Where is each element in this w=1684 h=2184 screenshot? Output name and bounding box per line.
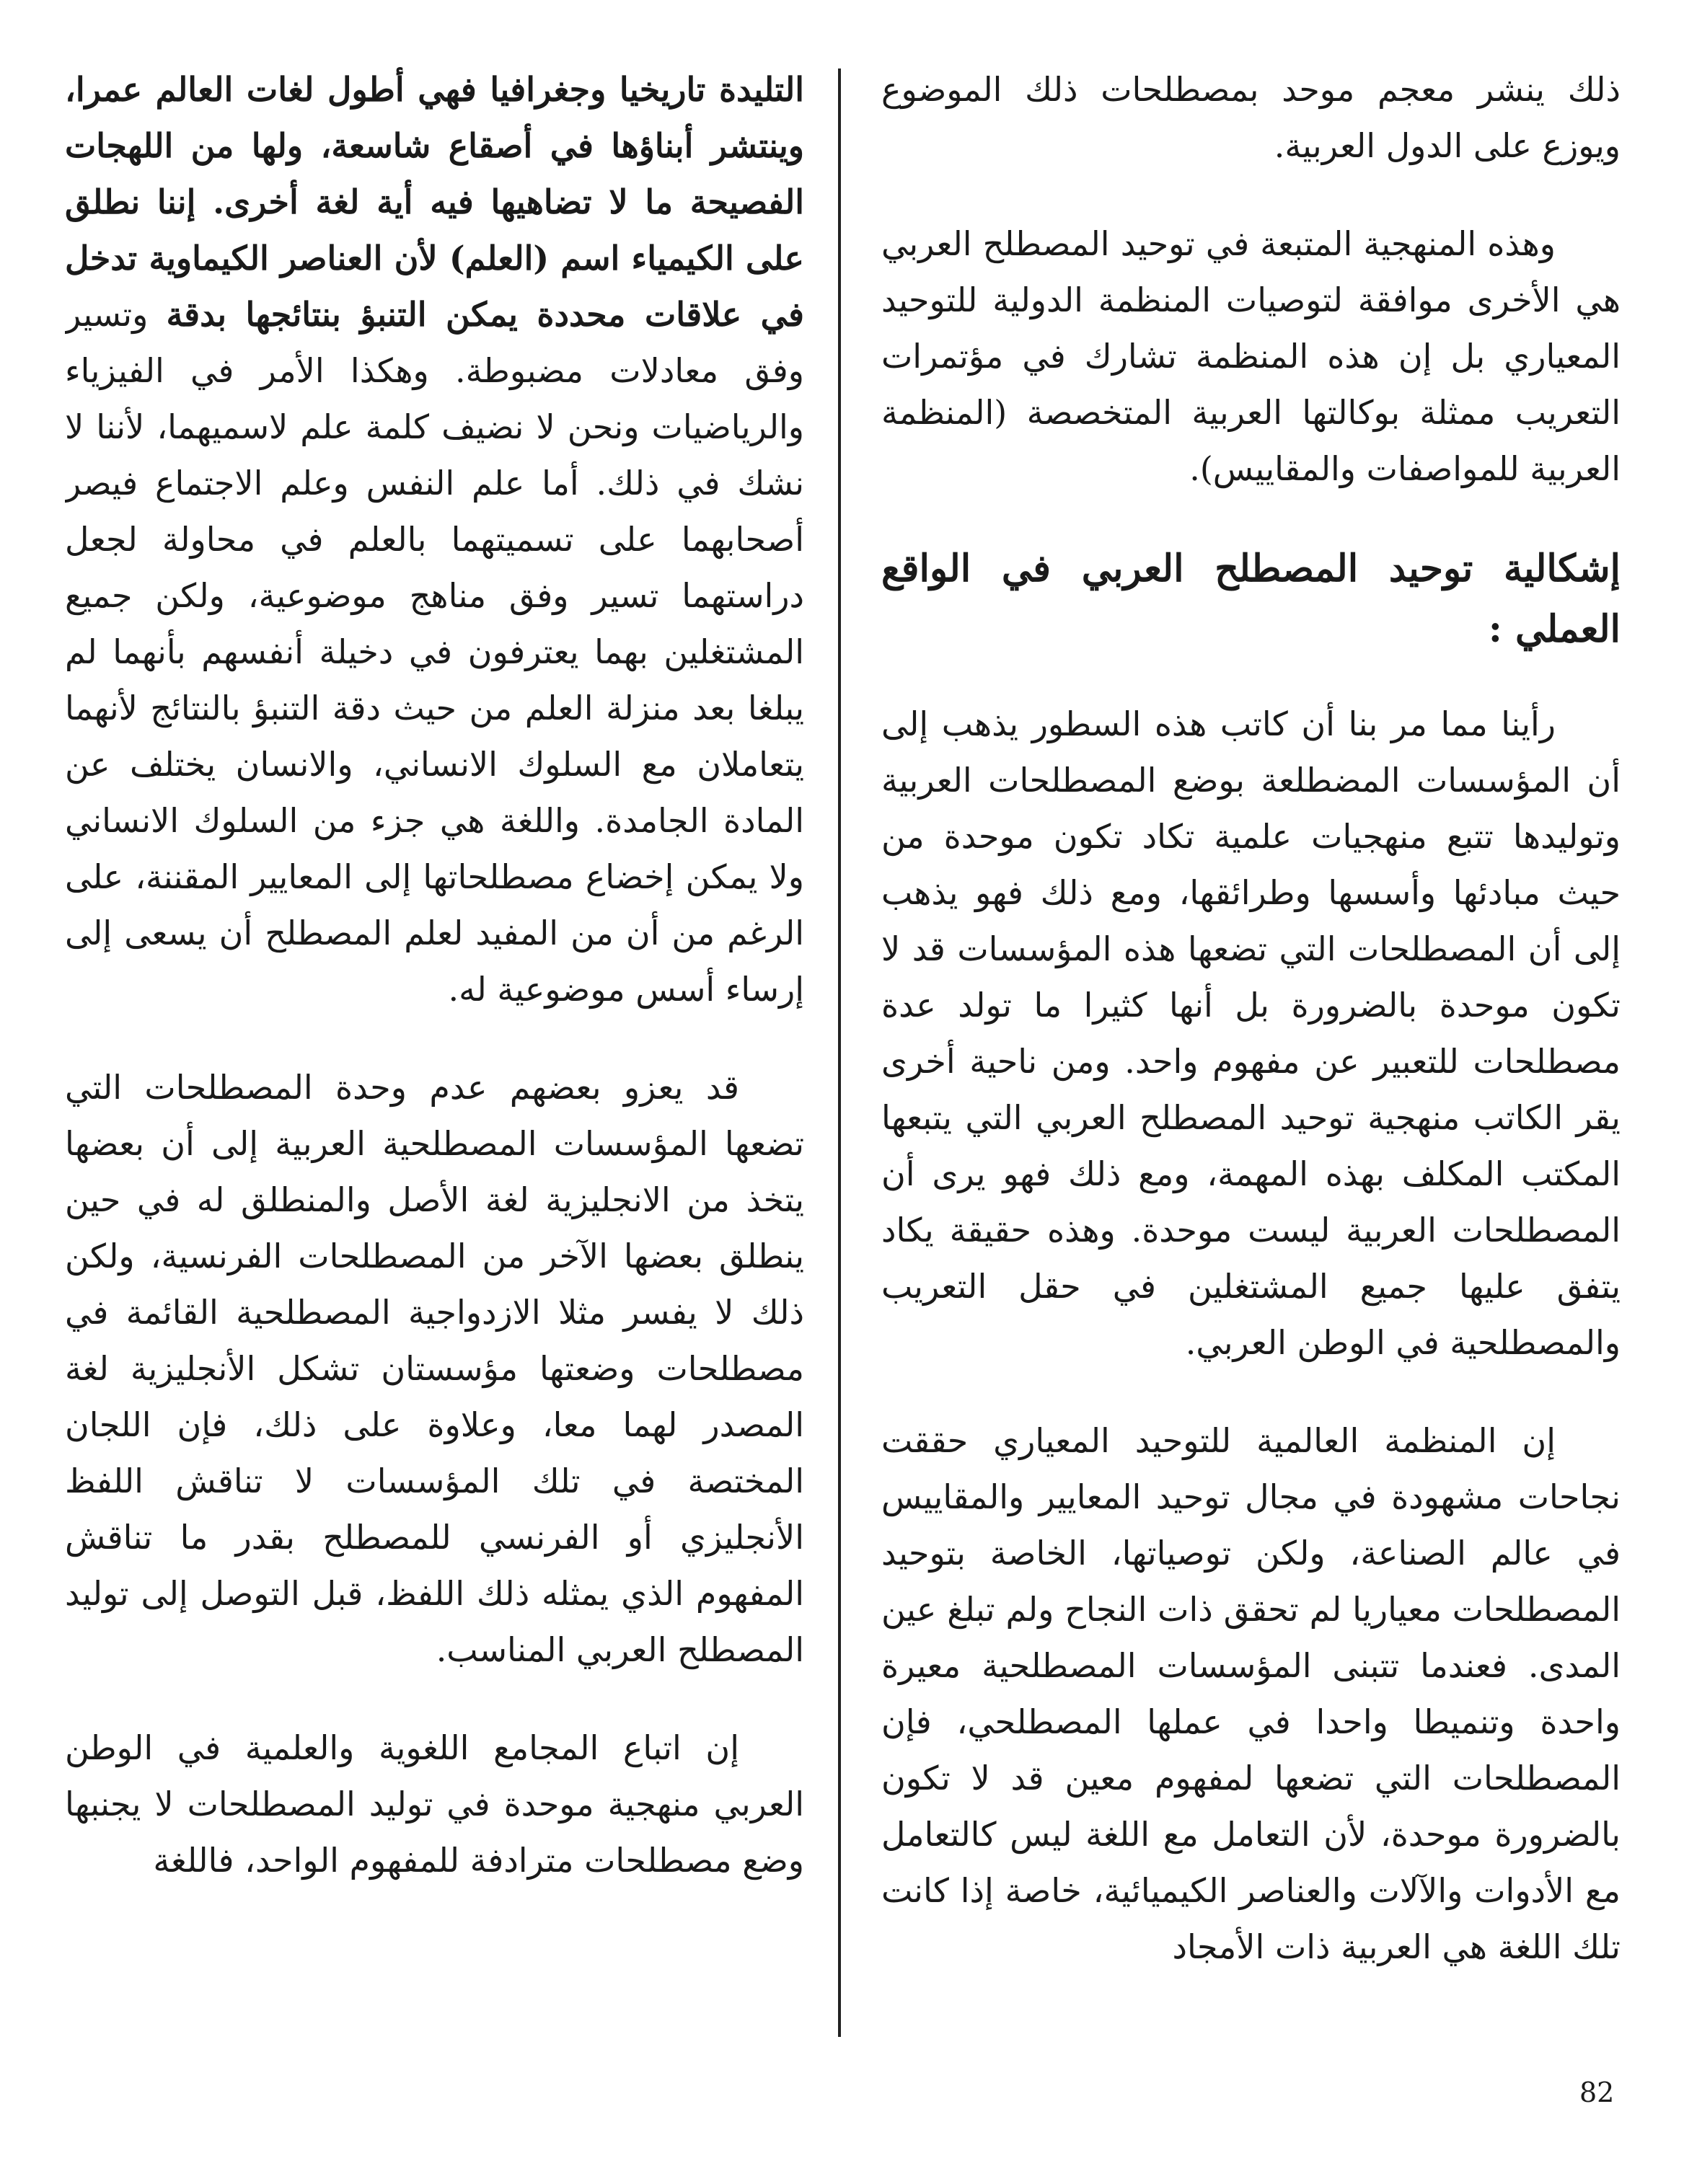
right-text-column <box>881 61 1621 1979</box>
section-heading: إشكالية توحيد المصطلح العربي في الواقع العملي : <box>881 547 1621 651</box>
page-number: 82 <box>1579 2077 1615 2108</box>
bold-text-run: التليدة تاريخيا وجغرافيا فهي أطول لغات العالم عمرا، وينتشر أبناؤها في أصقاع شاسعة، ولها من اللهجات الفصيحة ما لا تضاهيها فيه أية لغة أخرى. إننا نطلق على الكيمياء اسم (العلم) لأن العناصر الكيماوية تدخل في علاقات محددة يمكن التنبؤ بنتائجها بدقة <box>65 70 804 334</box>
left-text-column <box>65 61 804 1979</box>
paragraph-continuation <box>65 61 804 1017</box>
column-divider <box>838 68 841 2037</box>
paragraph: قد يعزو بعضهم عدم وحدة المصطلحات التي تضعها المؤسسات المصطلحية العربية إلى أن بعضها يتخذ من الانجليزية لغة الأصل والمنطلق له في حين ينطلق بعضها الآخر من المصطلحات الفرنسية، ولكن ذلك لا يفسر مثلا الازدواجية المصطلحية القائمة في مصطلحات وضعتها مؤسستان تشكل الأنجليزية لغة المصدر لهما معا، وعلاوة على ذلك، فإن اللجان المختصة في تلك المؤسسات لا تناقش اللفظ الأنجليزي أو الفرنسي للمصطلح بقدر ما تناقش المفهوم الذي يمثله ذلك اللفظ، قبل التوصل إلى توليد المصطلح العربي المناسب. <box>65 1068 804 1669</box>
text-run: وتسير وفق معادلات مضبوطة. وهكذا الأمر في الفيزياء والرياضيات ونحن لا نضيف كلمة علم لاسميهما، لأننا لا نشك في ذلك. أما علم النفس وعلم الاجتماع فيصر أصحابهما على تسميتهما بالعلم في محاولة لجعل دراستهما تسير وفق مناهج موضوعية، ولكن جميع المشتغلين بهما يعترفون في دخيلة أنفسهم بأنهما لم يبلغا بعد منزلة العلم من حيث دقة التنبؤ بالنتائج لأنهما يتعاملان مع السلوك الانساني، والانسان يختلف عن المادة الجامدة. واللغة هي جزء من السلوك الانساني ولا يمكن إخضاع مصطلحاتها إلى المعايير المقننة، على الرغم من أن من المفيد لعلم المصطلح أن يسعى إلى إرساء أسس موضوعية له. <box>65 295 804 1009</box>
paragraph: وهذه المنهجية المتبعة في توحيد المصطلح العربي هي الأخرى موافقة لتوصيات المنظمة الدولية للتوحيد المعياري بل إن هذه المنظمة تشارك في مؤتمرات التعريب ممثلة بوكالتها العربية المتخصصة (المنظمة العربية للمواصفات والمقاييس). <box>881 224 1621 488</box>
paragraph-continuation: ذلك ينشر معجم موحد بمصطلحات ذلك الموضوع ويوزع على الدول العربية. <box>881 70 1621 165</box>
paragraph: إن المنظمة العالمية للتوحيد المعياري حققت نجاحات مشهودة في مجال توحيد المعايير والمقاييس في عالم الصناعة، ولكن توصياتها، الخاصة بتوحيد المصطلحات معياريا لم تحقق ذات النجاح ولم تبلغ عين المدى. فعندما تتبنى المؤسسات المصطلحية معيرة واحدة وتنميطا واحدا في عملها المصطلحي، فإن المصطلحات التي تضعها لمفهوم معين قد لا تكون بالضرورة موحدة، لأن التعامل مع اللغة ليس كالتعامل مع الأدوات والآلات والعناصر الكيميائية، خاصة إذا كانت تلك اللغة هي العربية ذات الأمجاد <box>881 1421 1621 1966</box>
paragraph: رأينا مما مر بنا أن كاتب هذه السطور يذهب إلى أن المؤسسات المضطلعة بوضع المصطلحات العربية وتوليدها تتبع منهجيات علمية تكاد تكون موحدة من حيث مبادئها وأسسها وطرائقها، ومع ذلك فهو يذهب إلى أن المصطلحات التي تضعها هذه المؤسسات قد لا تكون موحدة بالضرورة بل أنها كثيرا ما تولد عدة مصطلحات للتعبير عن مفهوم واحد. ومن ناحية أخرى يقر الكاتب منهجية توحيد المصطلح العربي التي يتبعها المكتب المكلف بهذه المهمة، ومع ذلك فهو يرى أن المصطلحات العربية ليست موحدة. وهذه حقيقة يكاد يتفق عليها جميع المشتغلين في حقل التعريب والمصطلحية في الوطن العربي. <box>881 704 1621 1362</box>
paragraph: إن اتباع المجامع اللغوية والعلمية في الوطن العربي منهجية موحدة في توليد المصطلحات لا يجنبها وضع مصطلحات مترادفة للمفهوم الواحد، فاللغة <box>65 1728 804 1880</box>
